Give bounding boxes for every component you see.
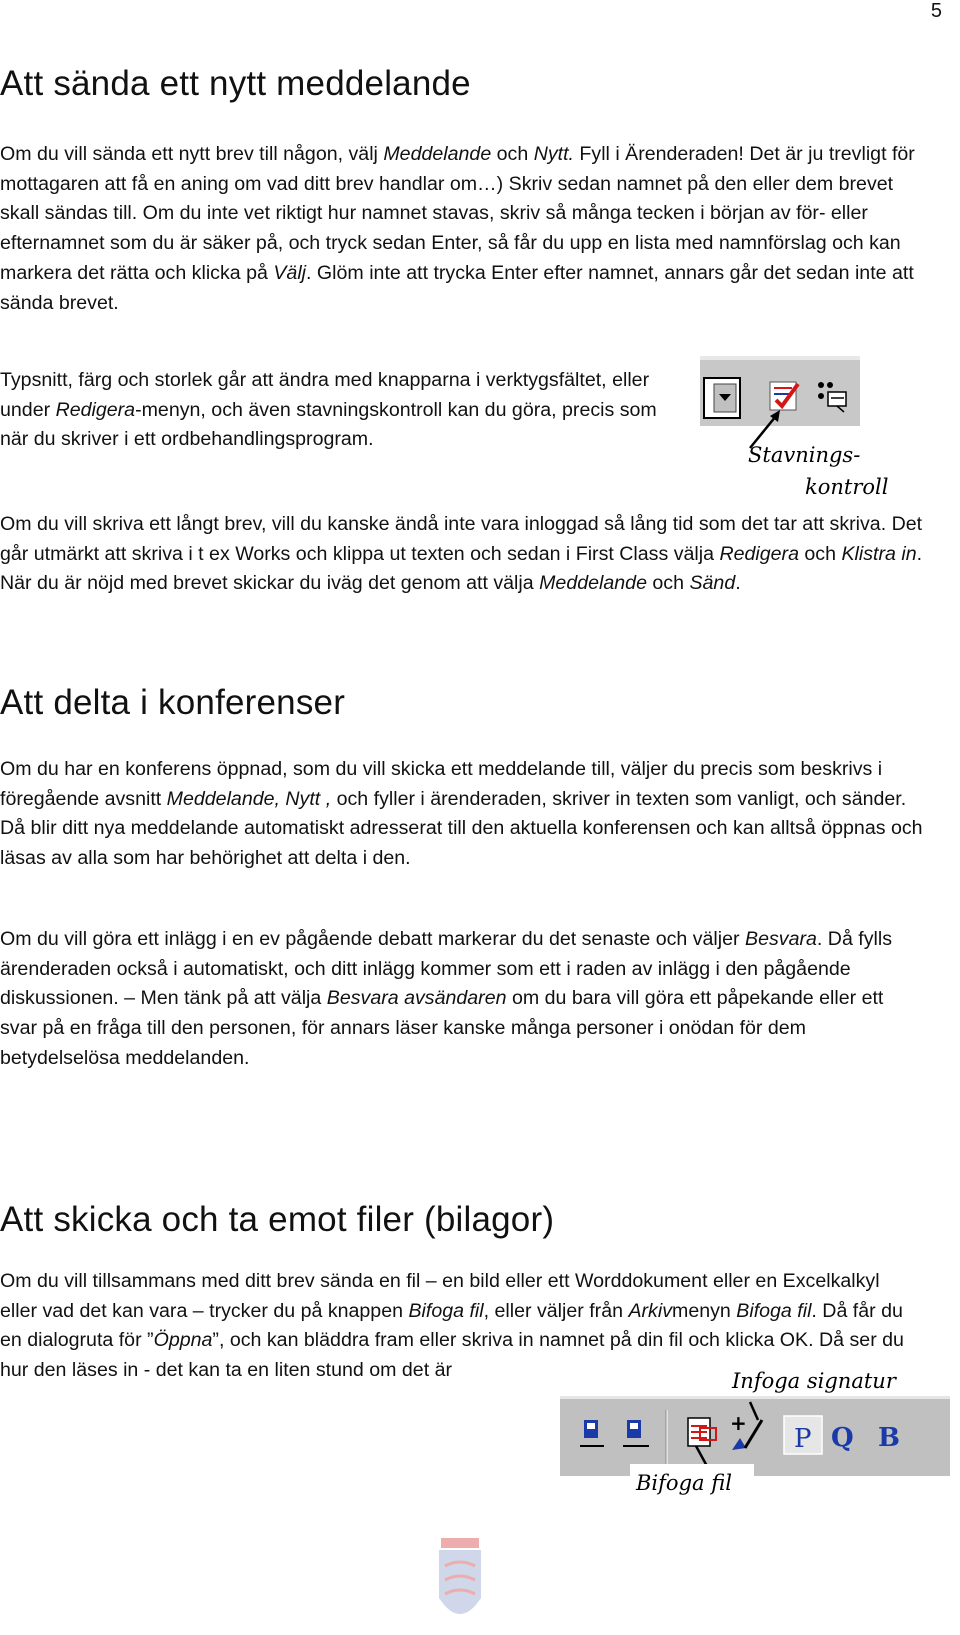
- label-bifoga-fil: Bifoga fil: [636, 1471, 732, 1495]
- text: . Då får du en dialogruta för ”: [0, 1299, 903, 1352]
- attachment-toolbar-figure: [540, 1360, 950, 1508]
- paragraph-send-message-intro: [0, 140, 925, 318]
- text: ”, och kan bläddra fram eller skriva in namnet på din fil och klicka OK. Då ser du hur den läses in - det kan ta en liten stund om det är: [0, 1329, 904, 1382]
- p-button: [784, 1416, 822, 1454]
- button-term-valj: Välj: [273, 261, 307, 284]
- menu-term-meddelande-nytt: Meddelande, Nytt ,: [166, 787, 332, 810]
- menu-term-meddelande: Meddelande: [383, 143, 492, 165]
- text: om du bara vill göra ett påpekande eller ett svar på en fråga till den personen, för annars läser kanske många personer i onödan för dem betydelselösa meddelanden.: [0, 987, 884, 1069]
- svg-text:Q: Q: [831, 1423, 854, 1453]
- label-infoga-signatur: Infoga signatur: [732, 1369, 896, 1393]
- paragraph-conference-post: [0, 755, 925, 874]
- text: . När du är nöjd med brevet skickar du iväg det genom att välja: [0, 542, 923, 595]
- button-term-bifoga-fil: Bifoga fil: [408, 1299, 484, 1322]
- menu-term-meddelande: Meddelande: [539, 572, 647, 595]
- menu-term-besvara-avsandaren: Besvara avsändaren: [326, 987, 507, 1010]
- section-heading-conferences: Att delta i konferenser: [0, 683, 346, 722]
- coat-of-arms-watermark: [437, 1538, 483, 1635]
- paragraph-long-letter: [0, 510, 925, 599]
- menu-term-klistra-in: Klistra in: [841, 542, 917, 565]
- svg-text:P: P: [794, 1424, 812, 1454]
- q-button: [831, 1423, 854, 1453]
- menu-term-arkiv: Arkiv: [628, 1299, 672, 1322]
- menu-term-redigera: Redigera: [55, 398, 136, 421]
- dropdown-arrow-icon: [704, 378, 740, 418]
- menu-term-nytt: Nytt.: [533, 143, 574, 165]
- menu-term-redigera: Redigera: [719, 542, 799, 565]
- paragraph-formatting: [0, 366, 680, 455]
- section-heading-attachments: Att skicka och ta emot filer (bilagor): [0, 1200, 555, 1239]
- coat-of-arms-icon: [437, 1538, 483, 1630]
- text: menyn: [672, 1299, 737, 1322]
- label-kontroll: kontroll: [805, 475, 889, 499]
- paragraph-debate-reply: [0, 925, 925, 1074]
- text: Om du vill göra ett inlägg i en ev pågående debatt markerar du det senaste och väljer: [0, 928, 746, 950]
- svg-text:+: +: [730, 1411, 747, 1435]
- label-stavnings: Stavnings-: [748, 443, 861, 467]
- text: Om du har en konferens öppnad, som du vill skicka ett meddelande till, väljer du precis som beskrivs i föregående avsnitt: [0, 758, 883, 810]
- text: och: [491, 143, 534, 165]
- menu-term-sand: Sänd: [689, 572, 736, 595]
- text: , eller väljer från: [483, 1299, 629, 1322]
- text: .: [735, 572, 741, 595]
- section-heading-send-message: Att sända ett nytt meddelande: [0, 64, 471, 103]
- text: Om du vill tillsammans med ditt brev sända en fil – en bild eller ett Worddokument eller en Excelkalkyl eller vad det kan vara – trycker du på knappen: [0, 1270, 880, 1322]
- dialog-term-oppna: Öppna: [153, 1329, 213, 1352]
- spell-check-icon: [770, 382, 798, 410]
- text: -menyn, och även stavningskontroll kan du göra, precis som när du skriver i ett ordbehandlingsprogram.: [0, 398, 657, 451]
- text: Fyll i Ärenderaden! Det är ju trevligt för mottagaren att få en aning om vad ditt brev handlar om…) Skriv sedan namnet på den eller dem brevet skall sändas till. Om du inte vet riktigt hur namnet stavas, skriv så många tecken i början av för- eller efternamnet som du är säker på, och tryck sedan Enter, så får du upp en lista med namnförslag och kan markera det rätta och klicka på: [0, 143, 915, 284]
- text: . Glöm inte att trycka Enter efter namnet, annars går det sedan inte att sända brevet.: [0, 261, 914, 314]
- text: . Då fylls ärenderaden också i automatiskt, och ditt inlägg kommer som ett i raden av inlägg i den pågående diskussionen. – Men tänk på att välja: [0, 928, 893, 1010]
- text: och: [646, 572, 690, 595]
- text: och fyller i ärenderaden, skriver in texten som vanligt, och sänder. Då blir ditt nya meddelande automatiskt adresserat till den aktuella konferensen och kan alltså öppnas och läsas av alla som har behörighet att delta i den.: [0, 787, 923, 870]
- text: Typsnitt, färg och storlek går att ändra med knapparna i verktygsfältet, eller under: [0, 369, 650, 421]
- text: Om du vill skriva ett långt brev, vill du kanske ändå inte vara inloggad så lång tid som det tar att skriva. Det går utmärkt att skriva i t ex Works och klippa ut texten och sedan i First Class välja: [0, 513, 923, 565]
- b-button: [878, 1423, 900, 1453]
- menu-term-besvara: Besvara: [745, 928, 817, 950]
- page-number: 5: [930, 0, 942, 22]
- text: och: [798, 542, 842, 565]
- menu-term-bifoga-fil: Bifoga fil: [736, 1299, 812, 1322]
- spell-check-toolbar-figure: [700, 356, 910, 506]
- svg-text:B: B: [878, 1423, 900, 1453]
- text: Om du vill sända ett nytt brev till någon, välj: [0, 143, 384, 165]
- toolbar-screenshot: [540, 1360, 950, 1508]
- toolbar-screenshot: [700, 356, 910, 506]
